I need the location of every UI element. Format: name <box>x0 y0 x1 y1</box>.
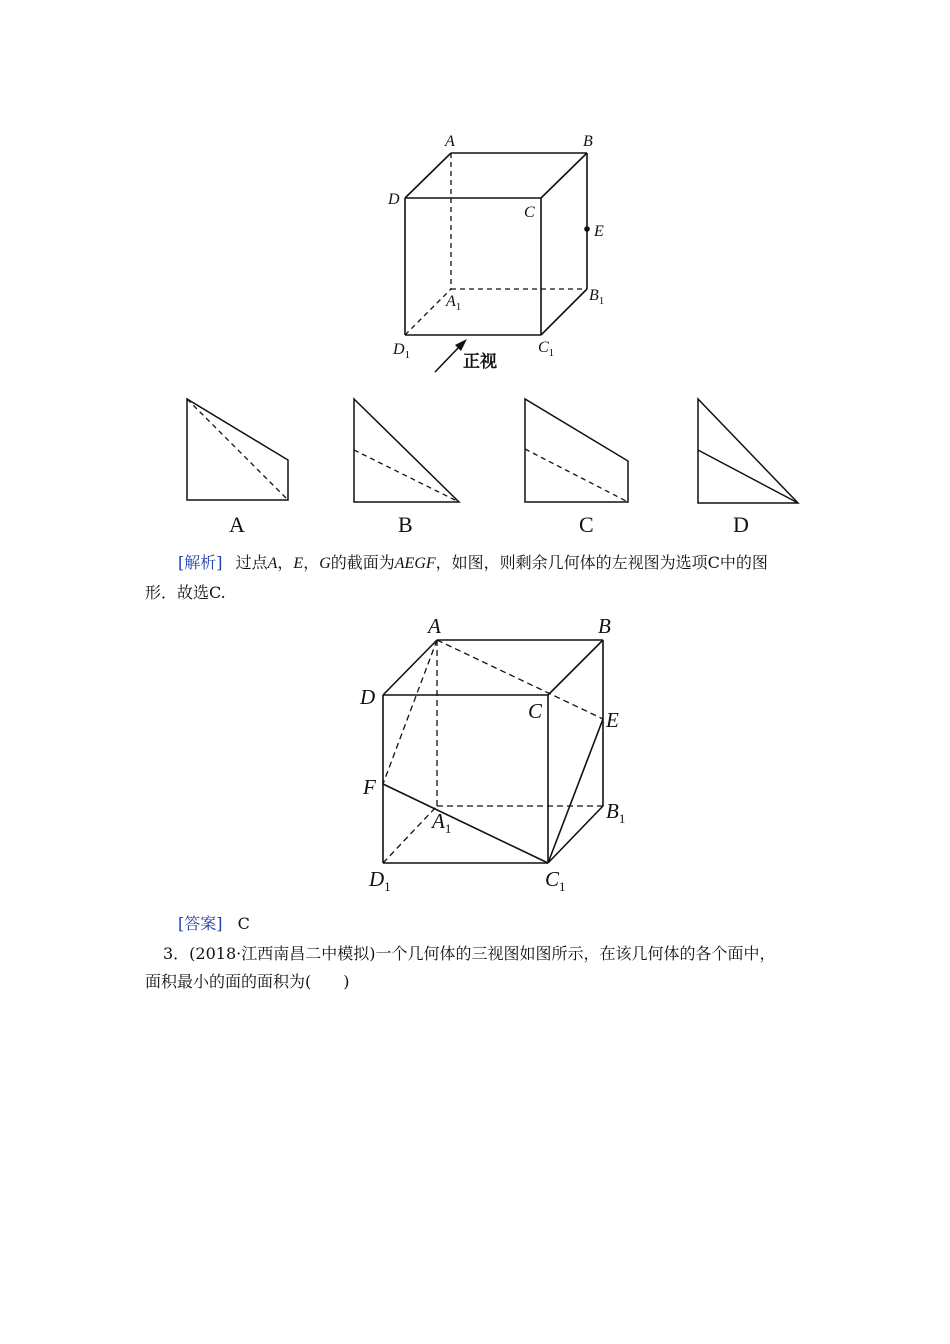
option-b-label: B <box>398 512 413 537</box>
label-d: D <box>360 685 376 709</box>
question-3-line-2: 面积最小的面的面积为( ) <box>145 972 350 991</box>
label-c1: $C_1$ <box>538 339 555 359</box>
label-b1: $B_1$ <box>606 799 626 826</box>
front-view-label: 正视 <box>463 352 497 372</box>
option-a-label: A <box>229 512 245 537</box>
analysis-line-2: 形．故选C. <box>145 583 226 602</box>
option-c-label: C <box>579 512 594 537</box>
label-e: E <box>594 223 604 240</box>
option-d-label: D <box>733 512 749 537</box>
label-d1: $D_1$ <box>393 341 411 361</box>
label-a: A <box>445 133 455 150</box>
label-b1: $B_1$ <box>589 287 605 307</box>
label-d: D <box>388 191 400 208</box>
label-f: F <box>363 775 376 799</box>
label-a1: $A_1$ <box>446 293 462 313</box>
label-e: E <box>606 708 619 732</box>
label-a1: $A_1$ <box>432 809 452 836</box>
answer-value: C <box>237 914 250 933</box>
analysis-line-1: [解析] 过点A，E，G的截面为AEGF，如图，则剩余几何体的左视图为选项C中的图 <box>178 553 768 572</box>
label-c: C <box>524 204 535 221</box>
label-b: B <box>598 614 611 638</box>
answer-line <box>178 914 250 934</box>
label-a: A <box>428 614 441 638</box>
label-d1: $D_1$ <box>369 867 391 894</box>
analysis-tag: [解析] <box>178 553 223 572</box>
label-c: C <box>528 699 543 723</box>
label-b: B <box>583 133 593 150</box>
answer-tag: [答案] <box>178 914 223 933</box>
question-3-line-1: 3．(2018·江西南昌二中模拟)一个几何体的三视图如图所示，在该几何体的各个面中， <box>163 944 776 963</box>
label-c1: $C_1$ <box>545 867 566 894</box>
